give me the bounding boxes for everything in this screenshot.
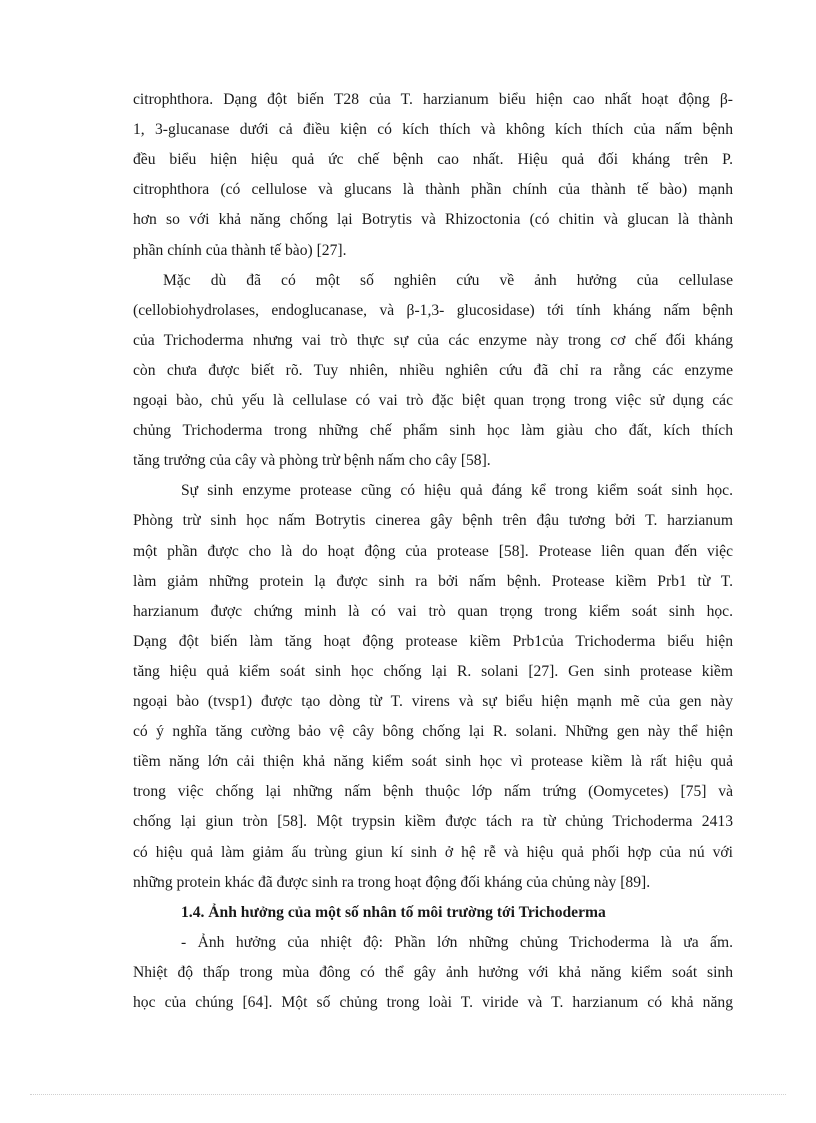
text-line: (cellobiohydrolases, endoglucanase, và β-1,3- glucosidase) tới tính kháng nấm bệnh [133,301,733,319]
text-line: Dạng đột biến làm tăng hoạt động protease kiềm Prb1của Trichoderma biểu hiện [133,632,733,650]
text-line: ngoại bào (tvsp1) được tạo dòng từ T. virens và sự biểu hiện mạnh mẽ của gen này [133,693,733,710]
text-line: Mặc dù đã có một số nghiên cứu về ảnh hưởng của cellulase [163,271,733,289]
text-line: có hiệu quả làm giảm ấu trùng giun kí sinh ở hệ rễ và hiệu quả phối hợp của nú với [133,843,733,861]
text-line: tiềm năng lớn cải thiện khả năng kiểm soát sinh học vì protease kiềm là rất hiệu quả [133,753,733,771]
text-line: Phòng trừ sinh học nấm Botrytis cinerea gây bệnh trên đậu tương bởi T. harzianum [133,512,733,530]
text-line: Sự sinh enzyme protease cũng có hiệu quả đáng kể trong kiểm soát sinh học. [181,482,733,500]
text-line: của Trichoderma nhưng vai trò thực sự của các enzyme này trong cơ chế đối kháng [133,331,733,349]
text-line: citrophthora. Dạng đột biến T28 của T. harzianum biểu hiện cao nhất hoạt động β- [133,91,733,108]
text-line: trong việc chống lại những nấm bệnh thuộc lớp nấm trứng (Oomycetes) [75] và [133,783,733,801]
text-line: học của chúng [64]. Một số chủng trong loài T. viride và T. harzianum có khả năng [133,994,733,1011]
text-line: những protein khác đã được sinh ra trong hoạt động đối kháng của chủng này [89]. [133,873,651,891]
text-line: - Ảnh hưởng của nhiệt độ: Phần lớn những chủng Trichoderma là ưa ấm. [181,933,733,951]
text-line: làm giảm những protein lạ được sinh ra bởi nấm bệnh. Protease kiềm Prb1 từ T. [133,572,733,590]
text-line: 1, 3-glucanase dưới cả điều kiện có kích thích và không kích thích của nấm bệnh [133,121,733,139]
text-line: citrophthora (có cellulose và glucans là thành phần chính của thành tế bào) mạnh [133,181,733,199]
text-line: harzianum được chứng minh là có vai trò quan trọng trong kiểm soát sinh học. [133,602,733,620]
text-line: Nhiệt độ thấp trong mùa đông có thể gây ảnh hưởng với khả năng kiểm soát sinh [133,963,733,981]
text-line: đều biểu hiện hiệu quả ức chế bệnh cao nhất. Hiệu quả đối kháng trên P. [133,151,733,169]
text-line: một phần được cho là do hoạt động của protease [58]. Protease liên quan đến việc [133,542,733,560]
text-line: chống lại giun tròn [58]. Một trypsin kiềm được tách ra từ chủng Trichoderma 2413 [133,813,733,831]
section-heading: 1.4. Ảnh hưởng của một số nhân tố môi trường tới Trichoderma [181,903,606,921]
page-bottom-rule [30,1094,786,1095]
text-line: tăng hiệu quả kiểm soát sinh học chống lại R. solani [27]. Gen sinh protease kiềm [133,662,733,680]
text-line: có ý nghĩa tăng cường bảo vệ cây bông chống lại R. solani. Những gen này thể hiện [133,723,733,741]
text-line: phần chính của thành tế bào) [27]. [133,241,347,259]
text-line: còn chưa được biết rõ. Tuy nhiên, nhiều nghiên cứu đã chỉ ra rằng các enzyme [133,361,733,379]
text-line: ngoại bào, chủ yếu là cellulase có vai trò đặc biệt quan trọng trong việc sử dụng các [133,392,733,409]
text-line: chủng Trichoderma trong những chế phẩm sinh học làm giàu cho đất, kích thích [133,422,733,440]
text-line: hơn so với khả năng chống lại Botrytis và Rhizoctonia (có chitin và glucan là thành [133,211,733,229]
text-line: tăng trưởng của cây và phòng trừ bệnh nấm cho cây [58]. [133,452,491,470]
